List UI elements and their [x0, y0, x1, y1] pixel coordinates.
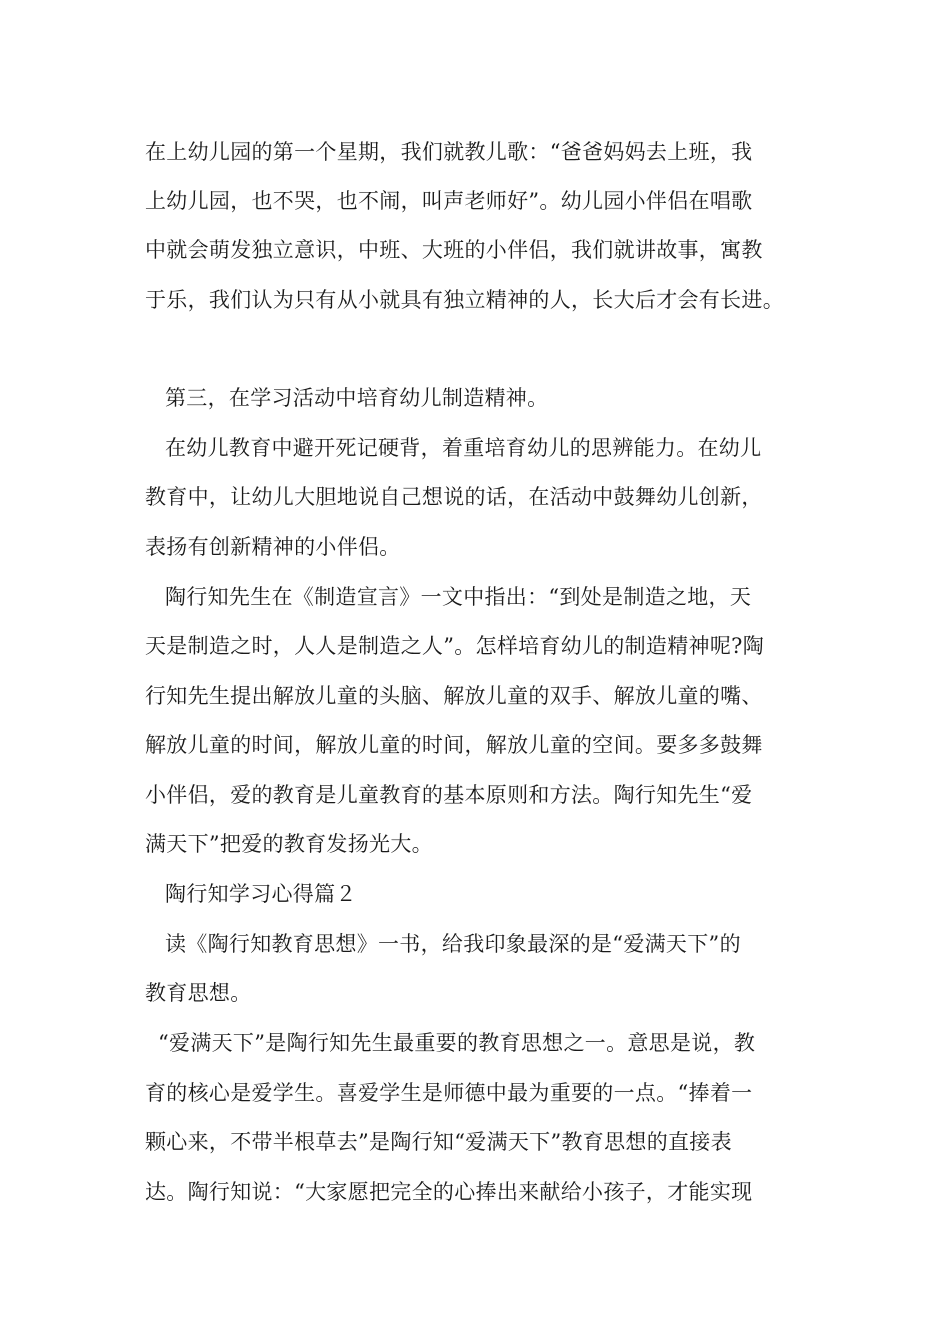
paragraph-line: 满天下”把爱的教育发扬光大。 — [145, 832, 433, 856]
paragraph-line: 中就会萌发独立意识，中班、大班的小伴侣，我们就讲故事，寓教 — [145, 238, 763, 262]
paragraph-line: 表扬有创新精神的小伴侣。 — [145, 535, 401, 559]
paragraph-line: 在幼儿教育中避开死记硬背，着重培育幼儿的思辨能力。在幼儿 — [165, 436, 762, 460]
paragraph-line: 达。陶行知说：“大家愿把完全的心捧出来献给小孩子，才能实现 — [145, 1180, 753, 1204]
paragraph-line: 育的核心是爱学生。喜爱学生是师德中最为重要的一点。“捧着一 — [145, 1081, 753, 1105]
paragraph-line: 上幼儿园，也不哭，也不闹，叫声老师好”。幼儿园小伴侣在唱歌 — [145, 189, 753, 213]
paragraph-line: 于乐，我们认为只有从小就具有独立精神的人，长大后才会有长进。 — [145, 288, 784, 312]
paragraph-line: 教育中，让幼儿大胆地说自己想说的话，在活动中鼓舞幼儿创新， — [145, 485, 763, 509]
paragraph-line: 解放儿童的时间，解放儿童的时间，解放儿童的空间。要多多鼓舞 — [145, 733, 763, 757]
paragraph-line: 小伴侣，爱的教育是儿童教育的基本原则和方法。陶行知先生“爱 — [145, 783, 753, 807]
paragraph-line: 教育思想。 — [145, 981, 252, 1005]
paragraph-line: 陶行知先生在《制造宣言》一文中指出：“到处是制造之地，天 — [165, 585, 752, 609]
paragraph-line: 天是制造之时，人人是制造之人”。怎样培育幼儿的制造精神呢?陶 — [145, 634, 764, 658]
paragraph-line: 读《陶行知教育思想》一书，给我印象最深的是“爱满天下”的 — [165, 932, 741, 956]
section-title: 陶行知学习心得篇２ — [165, 882, 357, 906]
paragraph-line: 在上幼儿园的第一个星期，我们就教儿歌：“爸爸妈妈去上班，我 — [145, 140, 753, 164]
paragraph-line: 行知先生提出解放儿童的头脑、解放儿童的双手、解放儿童的嘴、 — [145, 684, 763, 708]
paragraph-line: 颗心来，不带半根草去”是陶行知“爱满天下”教育思想的直接表 — [145, 1130, 732, 1154]
paragraph-line: “爱满天下”是陶行知先生最重要的教育思想之一。意思是说，教 — [158, 1031, 756, 1055]
section-heading: 第三，在学习活动中培育幼儿制造精神。 — [165, 386, 549, 410]
